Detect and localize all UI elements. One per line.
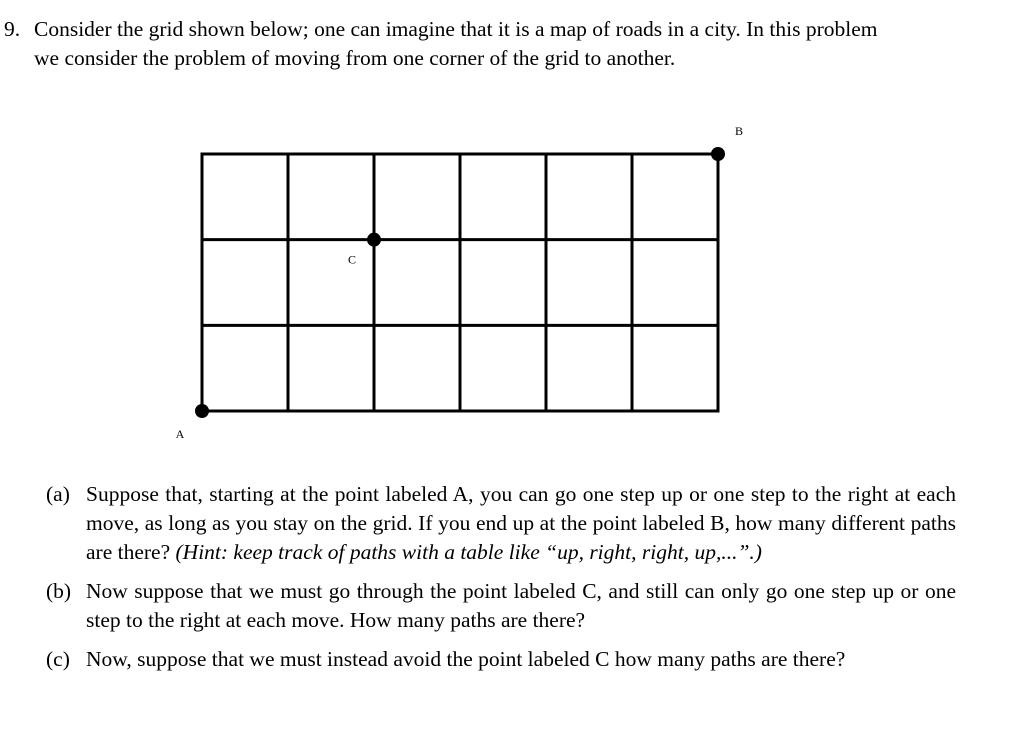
part-a-hint: (Hint: keep track of paths with a table like “up, right, right, up,...”.)	[175, 540, 762, 564]
point-b-dot	[711, 147, 725, 161]
part-a-label: (a)	[46, 482, 70, 506]
part-c-text: Now, suppose that we must instead avoid the point labeled C how many paths are there?	[86, 647, 846, 671]
point-b-label: B	[734, 124, 744, 138]
intro-line-2: we consider the problem of moving from one corner of the grid to another.	[34, 46, 676, 70]
part-b-text: Now suppose that we must go through the point labeled C, and still can only go one step up or one step to the right at each move. How many paths are there?	[86, 579, 956, 632]
point-a-label: A	[175, 427, 185, 441]
point-c-label: C	[347, 252, 357, 267]
point-a-dot	[195, 404, 209, 418]
intro-text-1: Consider the grid shown below; one can imagine that it is a map of roads in a city. In this problem	[34, 17, 878, 41]
problem-parts	[46, 480, 956, 674]
grid-points	[176, 124, 743, 441]
intro-line-1	[4, 15, 964, 44]
part-a-text: Suppose that, starting at the point labeled A, you can go one step up or one step to the right at each move, as long as you stay on the grid. If you end up at the point labeled B, how many different paths are there?	[86, 482, 956, 564]
part-c	[46, 645, 956, 674]
problem-number: 9.	[4, 17, 21, 41]
part-b	[46, 577, 956, 635]
grid-lines	[202, 154, 718, 411]
part-a	[46, 480, 956, 567]
part-b-label: (b)	[46, 579, 72, 603]
problem-intro	[4, 15, 964, 73]
point-c-dot	[367, 233, 381, 247]
part-c-label: (c)	[46, 647, 70, 671]
